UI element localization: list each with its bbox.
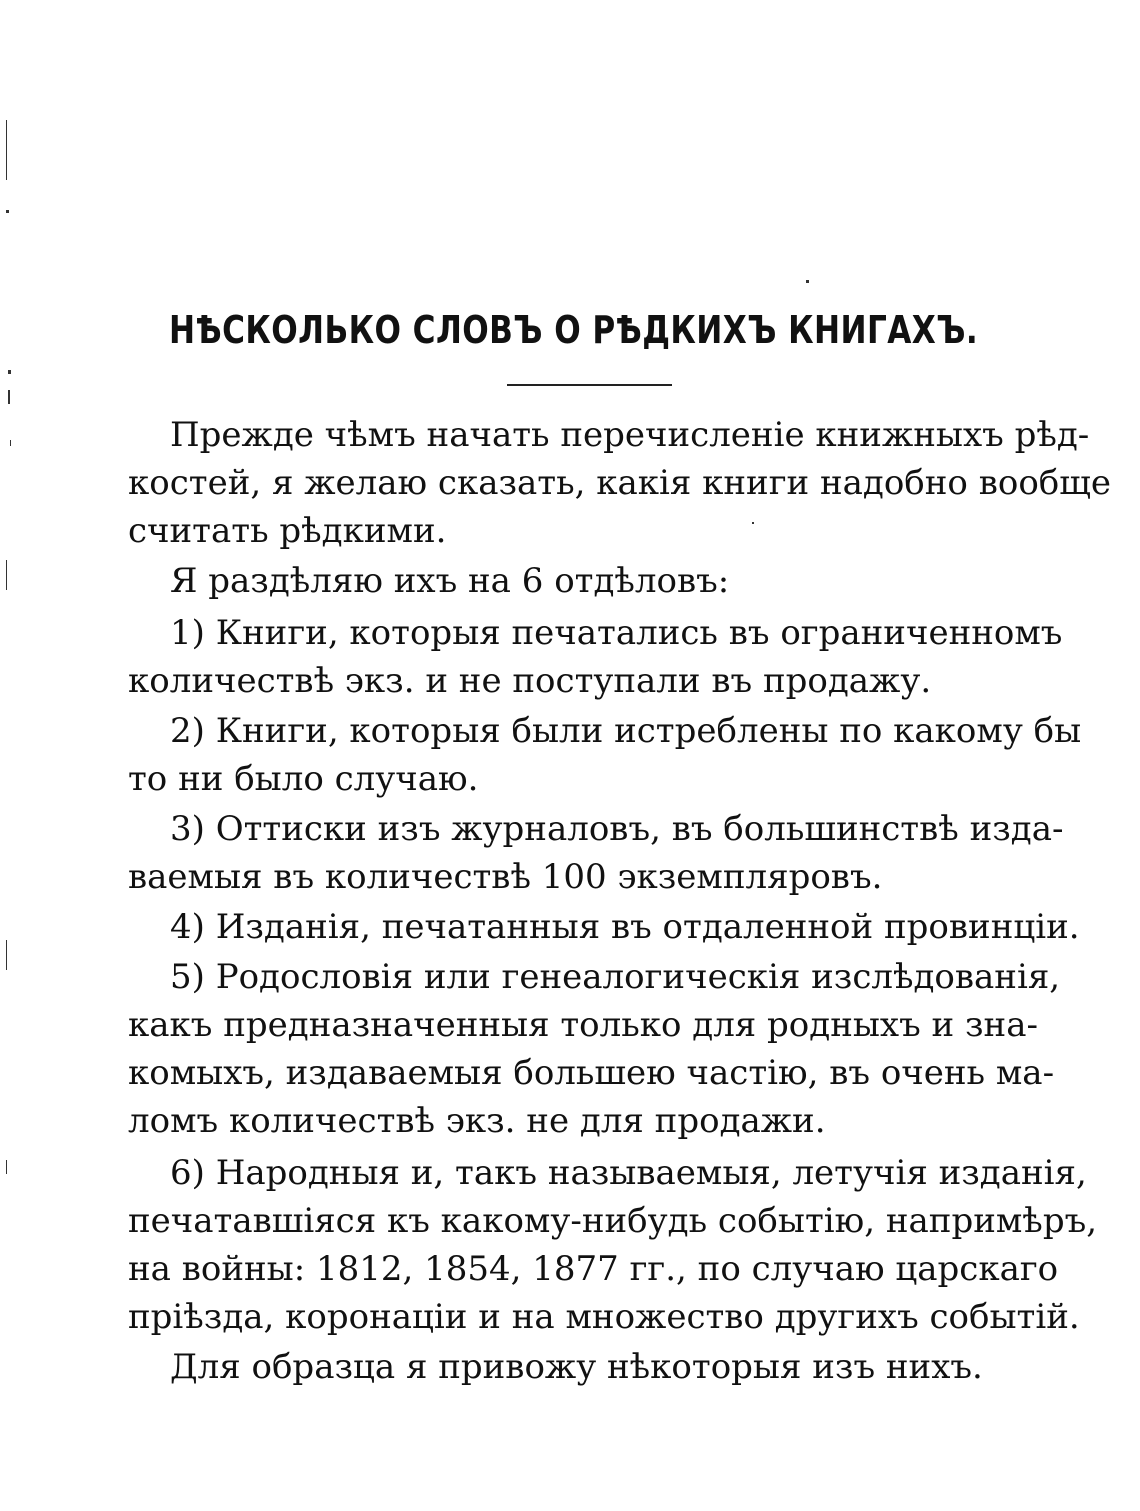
text-line: 4) Изданія, печатанныя въ отдаленной провинціи.: [170, 907, 1080, 947]
scan-speck: [6, 940, 7, 970]
text-line: 3) Оттиски изъ журналовъ, въ большинствѣ изда-: [170, 809, 1064, 849]
scan-speck: [6, 560, 7, 590]
scan-speck: [806, 280, 809, 283]
text-line: 2) Книги, которыя были истреблены по какому бы: [170, 711, 1082, 751]
text-line: костей, я желаю сказать, какія книги надобно вообще: [128, 463, 1111, 503]
text-line: считать рѣдкими.: [128, 511, 447, 551]
scan-speck: [752, 522, 754, 524]
text-line: 5) Родословія или генеалогическія изслѣдованія,: [170, 957, 1061, 997]
scan-speck: [6, 1160, 7, 1174]
text-line: ваемыя въ количествѣ 100 экземпляровъ.: [128, 857, 883, 897]
scan-speck: [6, 210, 9, 213]
text-line: Для образца я привожу нѣкоторыя изъ нихъ.: [170, 1347, 983, 1387]
scan-speck: [6, 120, 7, 180]
text-line: на войны: 1812, 1854, 1877 гг., по случаю царскаго: [128, 1249, 1059, 1289]
text-line: Прежде чѣмъ начать перечисленіе книжныхъ рѣд-: [170, 415, 1090, 455]
text-line: Я раздѣляю ихъ на 6 отдѣловъ:: [170, 561, 730, 601]
page-title: НѢСКОЛЬКО СЛОВЪ О РѢДКИХЪ КНИГАХЪ.: [169, 308, 979, 352]
text-line: 6) Народныя и, такъ называемыя, летучія изданія,: [170, 1153, 1087, 1193]
text-line: то ни было случаю.: [128, 759, 479, 799]
text-line: ломъ количествѣ экз. не для продажи.: [128, 1101, 826, 1141]
text-line: пріѣзда, коронаціи и на множество другихъ событій.: [128, 1297, 1080, 1337]
title-divider: [507, 384, 672, 386]
text-line: 1) Книги, которыя печатались въ ограниченномъ: [170, 613, 1063, 653]
scan-speck: [10, 440, 11, 446]
scan-speck: [8, 370, 11, 374]
text-line: какъ предназначенныя только для родныхъ и зна-: [128, 1005, 1038, 1045]
text-line: количествѣ экз. и не поступали въ продажу.: [128, 661, 932, 701]
scan-speck: [8, 390, 10, 404]
text-line: комыхъ, издаваемыя большею частію, въ очень ма-: [128, 1053, 1055, 1093]
text-line: печатавшіяся къ какому-нибудь событію, напримѣръ,: [128, 1201, 1098, 1241]
